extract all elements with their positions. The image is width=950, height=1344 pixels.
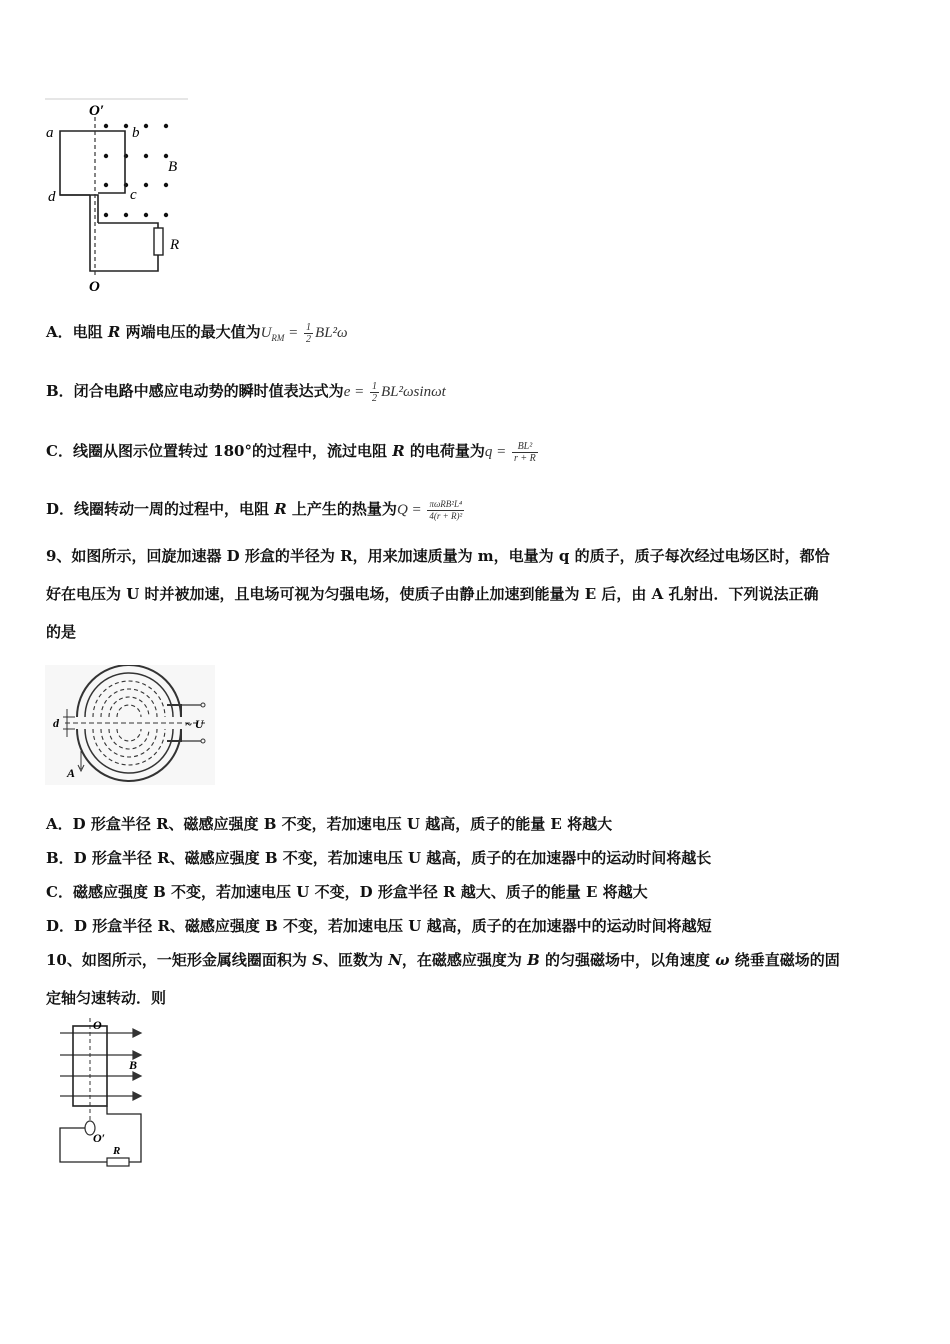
- q9-option-d: D．D 形盒半径 R、磁感应强度 B 不变，若加速电压 U 越高，质子的在加速器中的运动时间将越短: [46, 917, 712, 935]
- label-d: d: [48, 189, 56, 205]
- q9-stem-line-3: 的是: [46, 623, 77, 641]
- cyclotron-label-u: ~ U: [185, 717, 204, 731]
- cyclotron-label-a: A: [67, 766, 76, 780]
- q9-option-a: A．D 形盒半径 R、磁感应强度 B 不变，若加速电压 U 越高，质子的能量 E 将越大: [46, 815, 613, 833]
- label-o-prime: O′: [89, 103, 105, 119]
- q9-option-c: C．磁感应强度 B 不变，若加速电压 U 不变，D 形盒半径 R 越大、质子的能量 E 将越大: [46, 883, 648, 901]
- label-a: a: [46, 125, 54, 141]
- label-c: c: [130, 187, 137, 203]
- cyclotron-label-d: d: [53, 716, 59, 730]
- q9-stem-line-1: 9、如图所示，回旋加速器 D 形盒的半径为 R，用来加速质量为 m，电量为 q 的质子，质子每次经过电场区时，都恰: [46, 547, 830, 565]
- coil-label-r: R: [113, 1145, 121, 1157]
- coil-label-b: B: [129, 1058, 138, 1072]
- q8-option-c: C．线圈从图示位置转过 180°的过程中，流过电阻 R 的电荷量为q = $\frac{\text{BL²}}{r + R}$: [46, 441, 536, 465]
- q10-stem-line-1: 10、如图所示，一矩形金属线圈面积为 S、匝数为 N，在磁感应强度为 B 的匀强磁场中，以角速度 ω 绕垂直磁场的固: [46, 951, 840, 969]
- coil-label-o-prime: O′: [93, 1131, 106, 1145]
- rotating-coil-diagram: [55, 1018, 155, 1168]
- label-o: O: [89, 279, 100, 295]
- label-r: R: [170, 237, 180, 253]
- q9-option-b: B．D 形盒半径 R、磁感应强度 B 不变，若加速电压 U 越高，质子的在加速器中的运动时间将越长: [46, 849, 712, 867]
- q8-option-a: A．电阻 R 两端电压的最大值为$U_{RM}$ = $\frac{1}{2}$ BL²ω: [46, 322, 348, 346]
- label-b: b: [132, 125, 140, 141]
- label-field-b: B: [168, 159, 178, 175]
- cyclotron-diagram: [45, 665, 215, 785]
- q8-option-b: B．闭合电路中感应电动势的瞬时值表达式为e = $\frac{1}{2}$ BL²ωsinωt: [46, 381, 446, 405]
- coil-field-diagram: [40, 95, 195, 300]
- q9-stem-line-2: 好在电压为 U 时并被加速，且电场可视为匀强电场，使质子由静止加速到能量为 E 后，由 A 孔射出．下列说法正确: [46, 585, 819, 603]
- q10-stem-line-2: 定轴匀速转动．则: [46, 989, 167, 1007]
- coil-label-o: O: [93, 1018, 102, 1032]
- q8-option-d: D．线圈转动一周的过程中，电阻 R 上产生的热量为Q = $\frac{\text{πωRB²L⁴}}{\text{4(r + R)²}}$: [46, 499, 463, 522]
